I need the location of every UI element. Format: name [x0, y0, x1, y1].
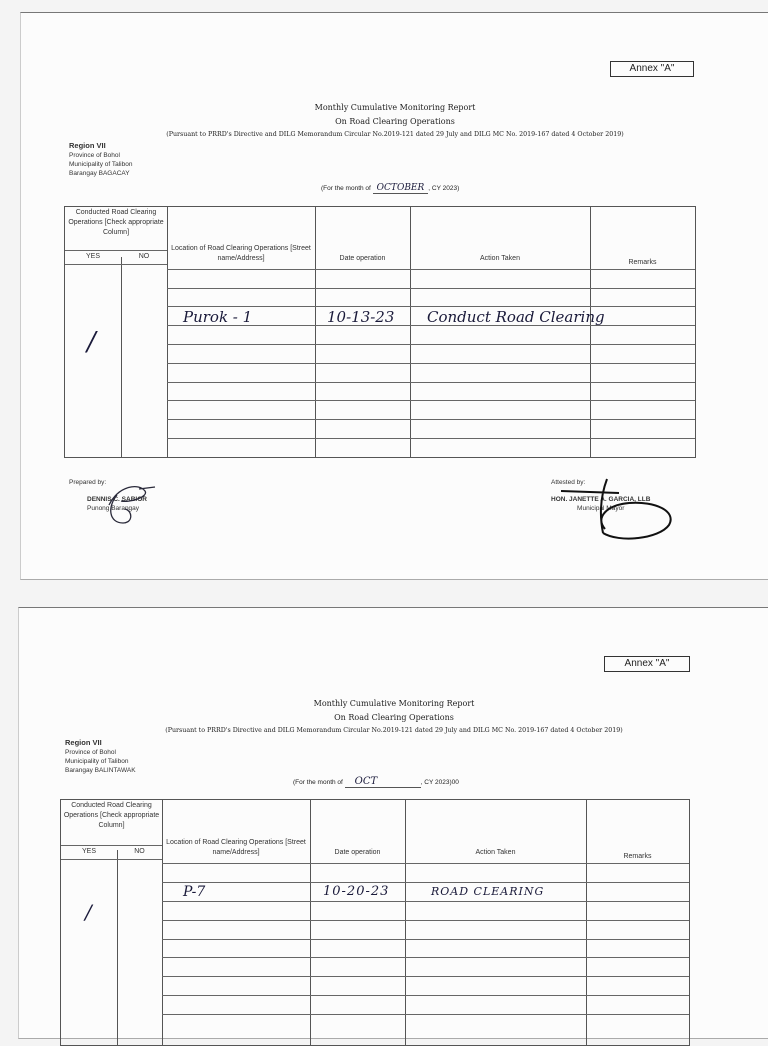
conducted-header: Conducted Road Clearing Operations [Check appropriate Column] — [68, 209, 164, 236]
entry-date: 10-20-23 — [323, 884, 390, 899]
report-subtitle: On Road Clearing Operations — [334, 713, 454, 722]
municipality: Municipality of Talibon — [65, 758, 129, 765]
operations-table — [60, 799, 690, 1046]
prepared-name: DENNIS C. SABIOR — [87, 496, 147, 503]
region: Region VII — [65, 738, 102, 747]
province: Province of Bohol — [69, 152, 120, 159]
month-line — [293, 776, 459, 788]
attested-label: Attested by: — [551, 479, 586, 486]
prepared-title: Punong Barangay — [87, 505, 140, 512]
pursuant-note: (Pursuant to PRRD's Directive and DILG Memorandum Circular No.2019-121 dated 29 July and DILG MC No. 2019-167 dated 4 October 2019) — [166, 131, 624, 138]
attested-name: HON. JANETTE A. GARCIA, LLB — [551, 496, 651, 503]
yes-check-mark: / — [85, 900, 92, 924]
date-header: Date operation — [339, 255, 386, 262]
entry-action: Conduct Road Clearing — [427, 308, 605, 326]
date-header: Date operation — [334, 849, 381, 856]
month-prefix: (For the month of — [293, 779, 343, 786]
report-subtitle: On Road Clearing Operations — [335, 117, 455, 126]
entry-action: ROAD CLEARING — [431, 885, 545, 898]
prepared-label: Prepared by: — [69, 479, 107, 486]
annex-label: Annex "A" — [604, 656, 690, 672]
month-prefix: (For the month of — [321, 185, 371, 192]
attested-title: Municipal Mayor — [577, 505, 625, 512]
province: Province of Bohol — [65, 749, 116, 756]
month-line — [321, 183, 459, 193]
no-header: NO — [134, 848, 145, 855]
operations-table — [64, 206, 696, 458]
action-header: Action Taken — [475, 849, 516, 856]
yes-header: YES — [85, 253, 100, 260]
region: Region VII — [69, 141, 106, 150]
pursuant-note: (Pursuant to PRRD's Directive and DILG Memorandum Circular No.2019-121 dated 29 July and DILG MC No. 2019-167 dated 4 October 2019) — [165, 727, 623, 734]
remarks-header: Remarks — [628, 259, 657, 266]
entry-date: 10-13-23 — [327, 308, 395, 326]
prepared-signature — [99, 475, 161, 527]
remarks-header: Remarks — [623, 853, 652, 860]
barangay: Barangay BAGACAY — [69, 170, 130, 177]
location-header: Location of Road Clearing Operations [Street name/Address] — [166, 839, 306, 856]
location-block — [65, 738, 136, 775]
conducted-header: Conducted Road Clearing Operations [Check appropriate Column] — [63, 802, 160, 829]
month-value: OCT — [345, 776, 421, 788]
report-title: Monthly Cumulative Monitoring Report — [313, 699, 475, 708]
month-suffix: , CY 2023) — [428, 185, 460, 192]
attested-signature — [559, 473, 679, 545]
yes-check-mark: / — [87, 327, 96, 357]
entry-location: P-7 — [183, 884, 206, 900]
location-block — [69, 141, 132, 178]
yes-header: YES — [81, 848, 96, 855]
barangay: Barangay BALINTAWAK — [65, 767, 136, 774]
report-title: Monthly Cumulative Monitoring Report — [314, 103, 476, 112]
report-page-1 — [20, 12, 768, 580]
report-page-2 — [18, 607, 768, 1039]
month-suffix: , CY 2023)00 — [420, 779, 459, 786]
action-header: Action Taken — [480, 255, 520, 262]
location-header: Location of Road Clearing Operations [Street name/Address] — [171, 245, 311, 262]
entry-location: Purok - 1 — [183, 308, 253, 326]
no-header: NO — [138, 253, 150, 260]
month-value: OCTOBER — [373, 183, 429, 194]
annex-label: Annex "A" — [610, 61, 694, 77]
municipality: Municipality of Talibon — [69, 161, 133, 168]
